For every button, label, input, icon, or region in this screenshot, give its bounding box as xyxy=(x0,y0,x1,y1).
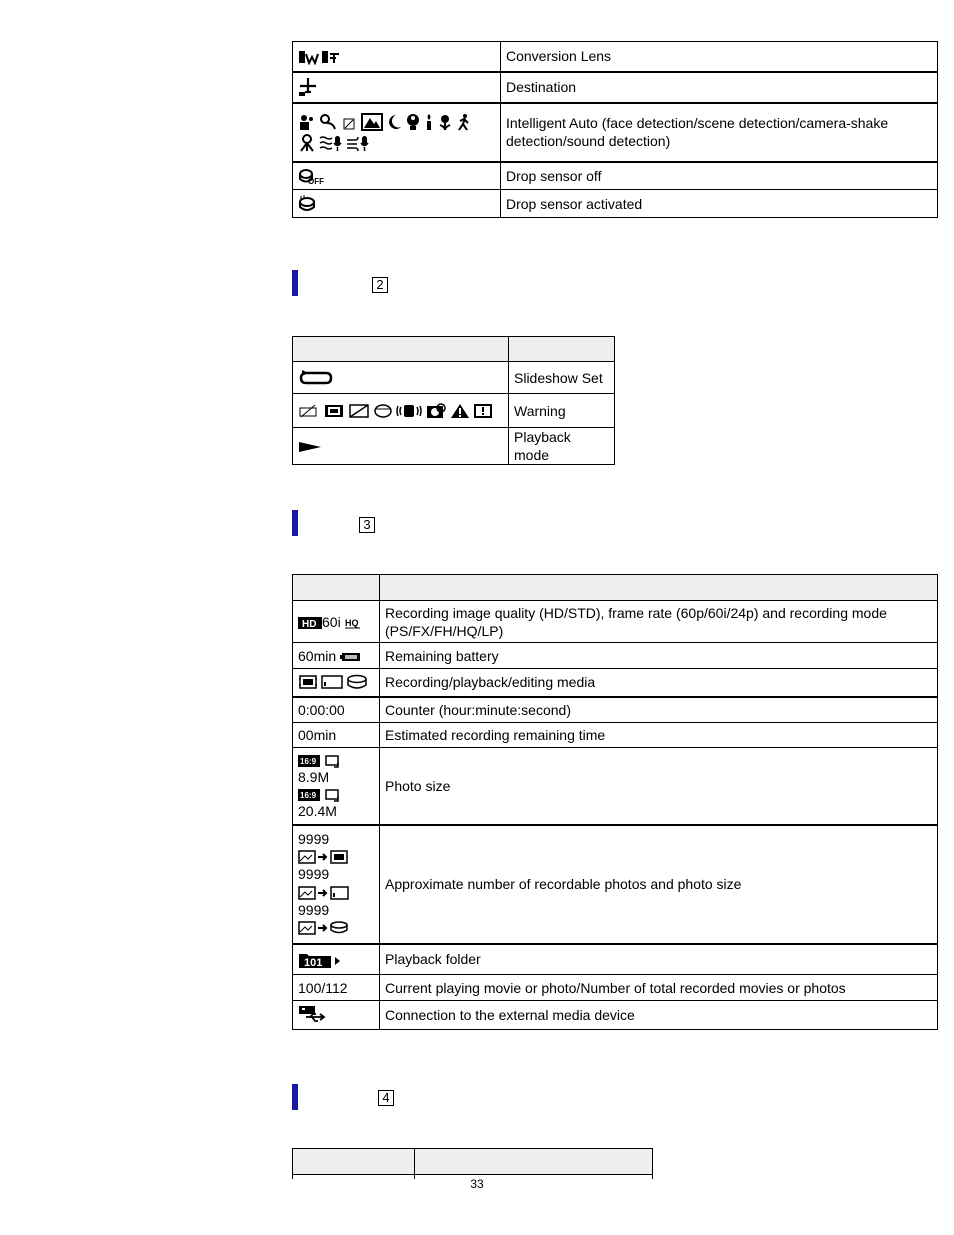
desc-cell: Connection to the external media device xyxy=(380,1001,938,1030)
header-cell xyxy=(415,1149,653,1175)
header-cell xyxy=(380,575,938,601)
desc-cell: Photo size xyxy=(380,748,938,825)
section-number: 4 xyxy=(378,1090,394,1106)
icon-cell xyxy=(293,1001,380,1030)
svg-text:HD: HD xyxy=(302,618,317,630)
hq-mode-icon xyxy=(345,616,361,630)
icons-table-3 xyxy=(292,574,938,1030)
photo-count-value: 9999 xyxy=(298,866,330,883)
section-marker xyxy=(292,1084,298,1110)
alert-triangle-icon xyxy=(450,403,470,419)
disk-warning-icon xyxy=(373,403,393,419)
sound-detection-icon xyxy=(319,134,343,152)
desc-cell: Destination xyxy=(501,72,938,103)
playback-triangle-icon xyxy=(298,440,322,454)
desc-cell: Recording image quality (HD/STD), frame rate (60p/60i/24p) and recording mode (PS/FX/FH/HQ/LP) xyxy=(380,601,938,643)
svg-text:101: 101 xyxy=(304,956,323,969)
slideshow-repeat-icon xyxy=(298,369,334,387)
icon-cell xyxy=(293,162,501,190)
desc-cell: Remaining battery xyxy=(380,643,938,669)
wind-detection-icon xyxy=(346,134,370,152)
desc-cell: Conversion Lens xyxy=(501,42,938,72)
icons-table-1 xyxy=(292,41,938,218)
airplane-icon xyxy=(298,77,318,97)
icons-table-4 xyxy=(292,1148,653,1179)
desc-cell: Drop sensor activated xyxy=(501,190,938,218)
desc-cell: Drop sensor off xyxy=(501,162,938,190)
playing-count-cell: 100/112 xyxy=(293,975,380,1001)
svg-text:16:9: 16:9 xyxy=(300,757,317,767)
icon-cell xyxy=(293,72,501,103)
memory-warning-icon xyxy=(323,403,345,419)
icon-cell xyxy=(293,944,380,975)
card-alert-icon xyxy=(473,403,493,419)
header-cell xyxy=(293,575,380,601)
photo-size-cell xyxy=(293,748,380,825)
header-cell xyxy=(509,337,615,362)
photo-size-value: 8.9M xyxy=(298,768,330,785)
landscape-icon xyxy=(361,113,383,131)
desc-cell: Approximate number of recordable photos and photo size xyxy=(380,825,938,944)
baby-icon xyxy=(319,113,337,131)
photo-size-value: 20.4M xyxy=(298,802,337,819)
backlight-icon xyxy=(340,113,358,131)
recordable-photos-cell xyxy=(293,825,380,944)
aspect-16-9-icon xyxy=(298,788,342,802)
page-number: 33 xyxy=(470,1177,484,1191)
photo-to-hdd-icon xyxy=(298,919,350,937)
counter-cell: 0:00:00 xyxy=(293,697,380,723)
spotlight-icon xyxy=(405,113,421,131)
photo-to-card-icon xyxy=(298,884,350,902)
tripod-icon xyxy=(298,134,316,152)
photo-count-value: 9999 xyxy=(298,901,330,918)
internal-memory-icon xyxy=(298,674,318,690)
desc-cell: Counter (hour:minute:second) xyxy=(380,697,938,723)
remaining-time-cell: 00min xyxy=(293,723,380,748)
portrait-icon xyxy=(298,113,316,131)
photo-warning-icon xyxy=(425,403,447,419)
aspect-16-9-icon xyxy=(298,754,342,768)
battery-icon xyxy=(340,651,362,663)
desc-cell: Playback mode xyxy=(509,428,615,465)
section-marker xyxy=(292,510,298,536)
battery-value: 60min xyxy=(298,647,337,664)
conversion-lens-icon xyxy=(298,49,344,65)
battery-warning-icon xyxy=(298,403,320,419)
drop-sensor-icon xyxy=(298,195,316,213)
card-warning-icon xyxy=(348,403,370,419)
drop-sensor-off-icon xyxy=(298,167,326,185)
icon-cell xyxy=(293,103,501,162)
twilight-icon xyxy=(386,113,402,131)
photo-count-value: 9999 xyxy=(298,831,330,848)
icon-cell xyxy=(293,428,509,465)
camera-shake-icon xyxy=(396,403,422,419)
desc-cell: Current playing movie or photo/Number of total recorded movies or photos xyxy=(380,975,938,1001)
photo-to-memory-icon xyxy=(298,848,350,866)
icon-cell xyxy=(293,601,380,643)
icon-cell xyxy=(293,669,380,697)
walking-icon xyxy=(456,113,472,131)
icon-cell xyxy=(293,190,501,218)
desc-cell: Recording/playback/editing media xyxy=(380,669,938,697)
svg-text:HQ: HQ xyxy=(344,617,359,628)
hd-badge-icon xyxy=(298,616,322,630)
desc-cell: Playback folder xyxy=(380,944,938,975)
icon-cell xyxy=(293,643,380,669)
section-marker xyxy=(292,270,298,296)
svg-text:16:9: 16:9 xyxy=(300,791,317,801)
hdd-icon xyxy=(346,674,368,690)
header-cell xyxy=(293,1149,415,1175)
playback-folder-icon xyxy=(298,951,342,969)
candle-icon xyxy=(424,113,434,131)
external-media-usb-icon xyxy=(298,1005,328,1025)
frame-rate-value: 60i xyxy=(322,613,341,630)
section-number: 3 xyxy=(359,517,375,533)
desc-cell: Estimated recording remaining time xyxy=(380,723,938,748)
icon-cell xyxy=(293,42,501,72)
desc-cell: Warning xyxy=(509,394,615,428)
icons-table-2 xyxy=(292,336,615,465)
section-number: 2 xyxy=(372,277,388,293)
icon-cell xyxy=(293,362,509,394)
svg-text:OFF: OFF xyxy=(308,177,324,186)
macro-icon xyxy=(437,113,453,131)
desc-cell: Intelligent Auto (face detection/scene detection/camera-shake detection/sound detection) xyxy=(501,103,938,162)
desc-cell: Slideshow Set xyxy=(509,362,615,394)
icon-cell xyxy=(293,394,509,428)
header-cell xyxy=(293,337,509,362)
memory-card-icon xyxy=(321,674,343,690)
